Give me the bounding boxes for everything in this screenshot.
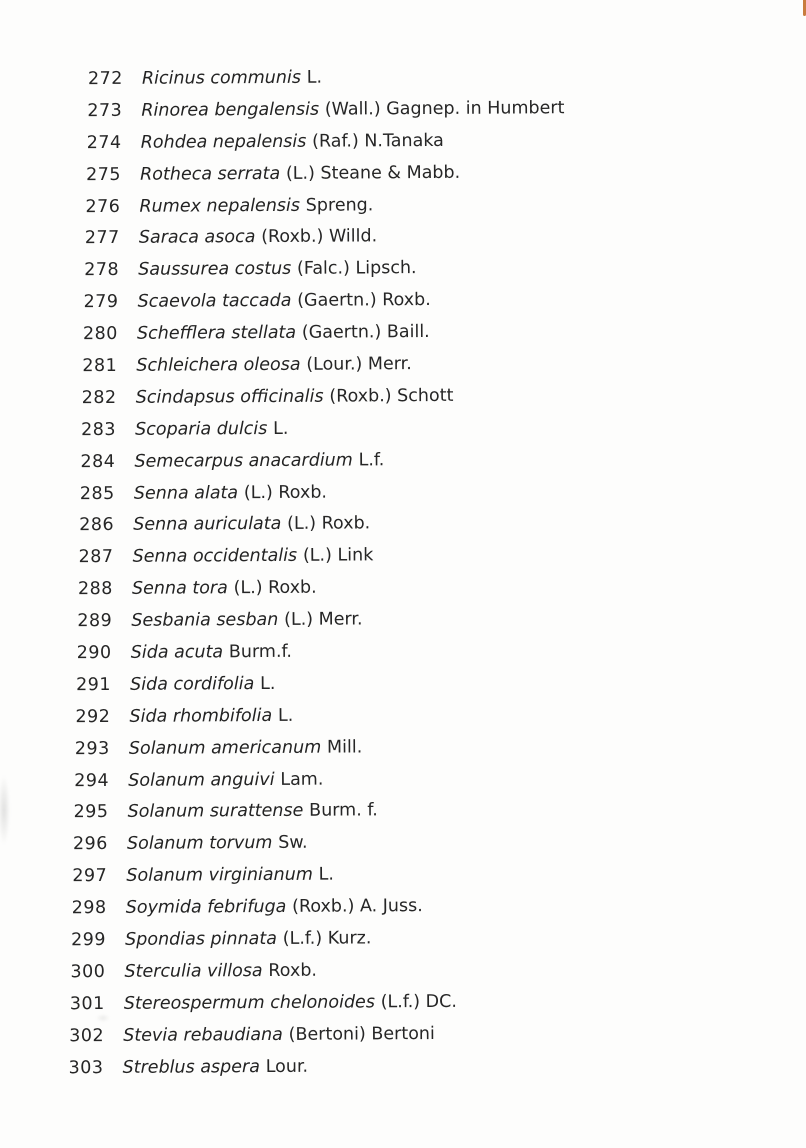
species-name: Scoparia dulcis <box>135 418 268 440</box>
species-name: Rinorea bengalensis <box>141 99 320 121</box>
list-item <box>0 123 806 160</box>
author-citation: L. <box>273 418 289 439</box>
species-name: Scaevola taccada <box>137 291 292 313</box>
species-name: Scindapsus officinalis <box>135 386 324 408</box>
entry-text <box>136 381 454 415</box>
entry-number: 274 <box>86 132 122 153</box>
entry-number: 291 <box>76 674 112 696</box>
entry-text <box>137 317 430 351</box>
entry-text <box>123 1051 309 1084</box>
entry-number: 288 <box>77 579 113 600</box>
list-item <box>0 60 806 97</box>
entry-number: 296 <box>72 834 108 855</box>
author-citation: (Bertoni) Bertoni <box>288 1023 435 1045</box>
list-item <box>5 857 806 894</box>
list-item <box>5 825 806 862</box>
list-item <box>2 474 806 511</box>
entry-number: 295 <box>73 802 109 823</box>
entry-number: 289 <box>77 611 113 632</box>
author-citation: (Gaertn.) Baill. <box>301 322 430 343</box>
author-citation: L.f. <box>358 449 385 471</box>
entry-number: 297 <box>72 866 108 887</box>
entry-text <box>129 701 293 734</box>
author-citation: (L.) Link <box>302 545 374 567</box>
species-name: Rumex nepalensis <box>139 195 301 217</box>
species-name: Stereospermum chelonoides <box>123 992 375 1014</box>
entry-number: 282 <box>81 387 117 409</box>
entry-text <box>139 222 377 255</box>
author-citation: (L.) Roxb. <box>243 482 328 503</box>
list-item <box>4 666 806 703</box>
entry-text <box>133 541 374 574</box>
entry-number: 276 <box>85 196 121 217</box>
list-item <box>4 697 806 734</box>
entry-text <box>124 956 317 989</box>
entry-number: 283 <box>81 419 117 440</box>
species-name: Solanum virginianum <box>126 864 313 887</box>
entry-number: 292 <box>75 706 111 727</box>
author-citation: (Wall.) Gagnep. in Humbert <box>324 98 565 120</box>
author-citation: Burm. f. <box>309 800 378 822</box>
species-name: Saussurea costus <box>138 259 292 281</box>
author-citation: (L.) Steane & Mabb. <box>285 162 461 184</box>
species-name: Schefflera stellata <box>136 322 297 344</box>
entry-number: 300 <box>70 961 106 983</box>
species-name: Senna occidentalis <box>132 546 298 568</box>
list-item <box>3 602 806 639</box>
entry-text <box>142 63 322 96</box>
author-citation: L. <box>259 673 276 694</box>
entry-text <box>128 764 323 797</box>
entry-text <box>136 349 412 383</box>
author-citation: (Roxb.) Willd. <box>261 226 378 248</box>
author-citation: (Gaertn.) Roxb. <box>297 290 431 312</box>
list-item <box>6 1016 806 1053</box>
entry-number: 290 <box>76 642 112 664</box>
list-item <box>2 410 806 447</box>
entry-number: 302 <box>69 1025 105 1046</box>
entry-text <box>131 605 362 638</box>
entry-number: 284 <box>80 451 116 472</box>
list-item <box>3 538 806 575</box>
entry-text <box>129 732 363 765</box>
entry-text <box>134 477 327 510</box>
author-citation: (Falc.) Lipsch. <box>296 258 417 280</box>
list-item <box>3 570 806 607</box>
author-citation: Sw. <box>278 833 308 854</box>
species-name: Streblus aspera <box>122 1056 260 1078</box>
entry-text <box>127 828 308 861</box>
entry-number: 281 <box>82 355 118 377</box>
entry-number: 273 <box>87 100 123 121</box>
entry-text <box>140 157 460 191</box>
entry-text <box>124 987 457 1021</box>
author-citation: (L.) Roxb. <box>233 577 317 599</box>
list-item <box>4 761 806 798</box>
author-citation: Roxb. <box>268 960 318 981</box>
entry-number: 280 <box>82 324 118 345</box>
author-citation: (Roxb.) Schott <box>329 385 454 407</box>
list-item <box>2 347 806 384</box>
author-citation: Burm.f. <box>228 641 292 663</box>
list-item <box>2 442 806 479</box>
species-name: Sida acuta <box>130 642 224 663</box>
species-name: Sesbania sesban <box>131 610 279 631</box>
entry-text <box>139 190 373 223</box>
entry-number: 285 <box>79 483 115 504</box>
entry-text <box>125 923 371 956</box>
species-name: Senna tora <box>131 578 228 600</box>
species-name: Solanum americanum <box>128 737 322 759</box>
entry-text <box>126 860 334 893</box>
species-name: Sida rhombifolia <box>129 705 273 727</box>
entry-number: 303 <box>68 1057 104 1078</box>
species-name: Solanum anguivi <box>128 769 275 791</box>
species-name: Spondias pinnata <box>125 928 278 950</box>
entry-number: 279 <box>83 292 119 313</box>
entry-text <box>126 891 423 925</box>
entry-number: 299 <box>71 930 107 951</box>
species-name: Rotheca serrata <box>140 163 281 185</box>
entry-number: 287 <box>78 547 114 568</box>
entry-text <box>132 573 317 606</box>
entry-text <box>141 126 444 160</box>
list-item <box>0 155 806 192</box>
list-item <box>2 379 806 416</box>
species-name: Schleichera oleosa <box>136 354 301 376</box>
entry-text <box>138 253 417 287</box>
species-name: Senna auriculata <box>133 514 282 536</box>
entry-text <box>130 669 275 702</box>
author-citation: (Raf.) N.Tanaka <box>312 130 444 152</box>
author-citation: Spreng. <box>305 194 374 216</box>
entry-number: 278 <box>84 260 120 281</box>
list-item <box>1 283 806 320</box>
author-citation: (L.f.) DC. <box>380 991 457 1013</box>
author-citation: L. <box>277 705 294 726</box>
entry-text <box>138 285 431 319</box>
list-item <box>1 219 806 256</box>
author-citation: (Roxb.) A. Juss. <box>292 896 423 917</box>
entry-text <box>123 1019 435 1053</box>
author-citation: L. <box>318 864 334 885</box>
list-item <box>4 793 806 830</box>
entry-number: 294 <box>74 770 110 791</box>
author-citation: Mill. <box>326 737 363 758</box>
species-name: Soymida febrifuga <box>125 897 287 919</box>
author-citation: (L.) Roxb. <box>287 513 371 535</box>
species-name: Solanum surattense <box>127 801 304 823</box>
author-citation: L. <box>306 67 323 88</box>
list-item <box>0 92 806 129</box>
species-name: Stevia rebaudiana <box>123 1024 283 1046</box>
species-name: Semecarpus anacardium <box>134 450 353 472</box>
entry-number: 301 <box>69 993 105 1015</box>
list-item <box>5 889 806 926</box>
species-name: Senna alata <box>133 482 239 504</box>
entry-number: 272 <box>87 68 123 90</box>
species-name: Sterculia villosa <box>124 960 263 982</box>
entry-text <box>141 93 564 127</box>
list-item <box>1 251 806 288</box>
author-citation: (Lour.) Merr. <box>306 354 412 375</box>
list-item <box>5 953 806 990</box>
list-item <box>3 506 806 543</box>
author-citation: (L.) Merr. <box>284 609 363 631</box>
entry-number: 277 <box>84 228 120 249</box>
author-citation: Lam. <box>280 769 324 790</box>
entry-text <box>128 796 378 829</box>
entry-number: 286 <box>79 515 115 536</box>
entry-number: 298 <box>71 898 107 919</box>
list-item <box>1 315 806 352</box>
list-item <box>1 187 806 224</box>
entry-number: 275 <box>86 164 122 185</box>
author-citation: Lour. <box>265 1056 309 1077</box>
list-item <box>3 634 806 671</box>
entry-text <box>135 414 289 447</box>
species-name: Ricinus communis <box>141 67 302 89</box>
author-citation: (L.f.) Kurz. <box>282 928 372 949</box>
list-item <box>6 1048 806 1085</box>
list-item <box>5 921 806 958</box>
species-name: Solanum torvum <box>126 833 273 855</box>
entry-text <box>131 637 292 670</box>
species-name: Rohdea nepalensis <box>140 131 307 153</box>
list-item <box>6 984 806 1021</box>
entry-text <box>134 445 384 478</box>
species-name: Sida cordifolia <box>130 673 255 695</box>
list-item <box>4 729 806 766</box>
entry-number: 293 <box>74 738 110 759</box>
species-name: Saraca asoca <box>138 227 256 249</box>
entry-text <box>133 509 370 542</box>
